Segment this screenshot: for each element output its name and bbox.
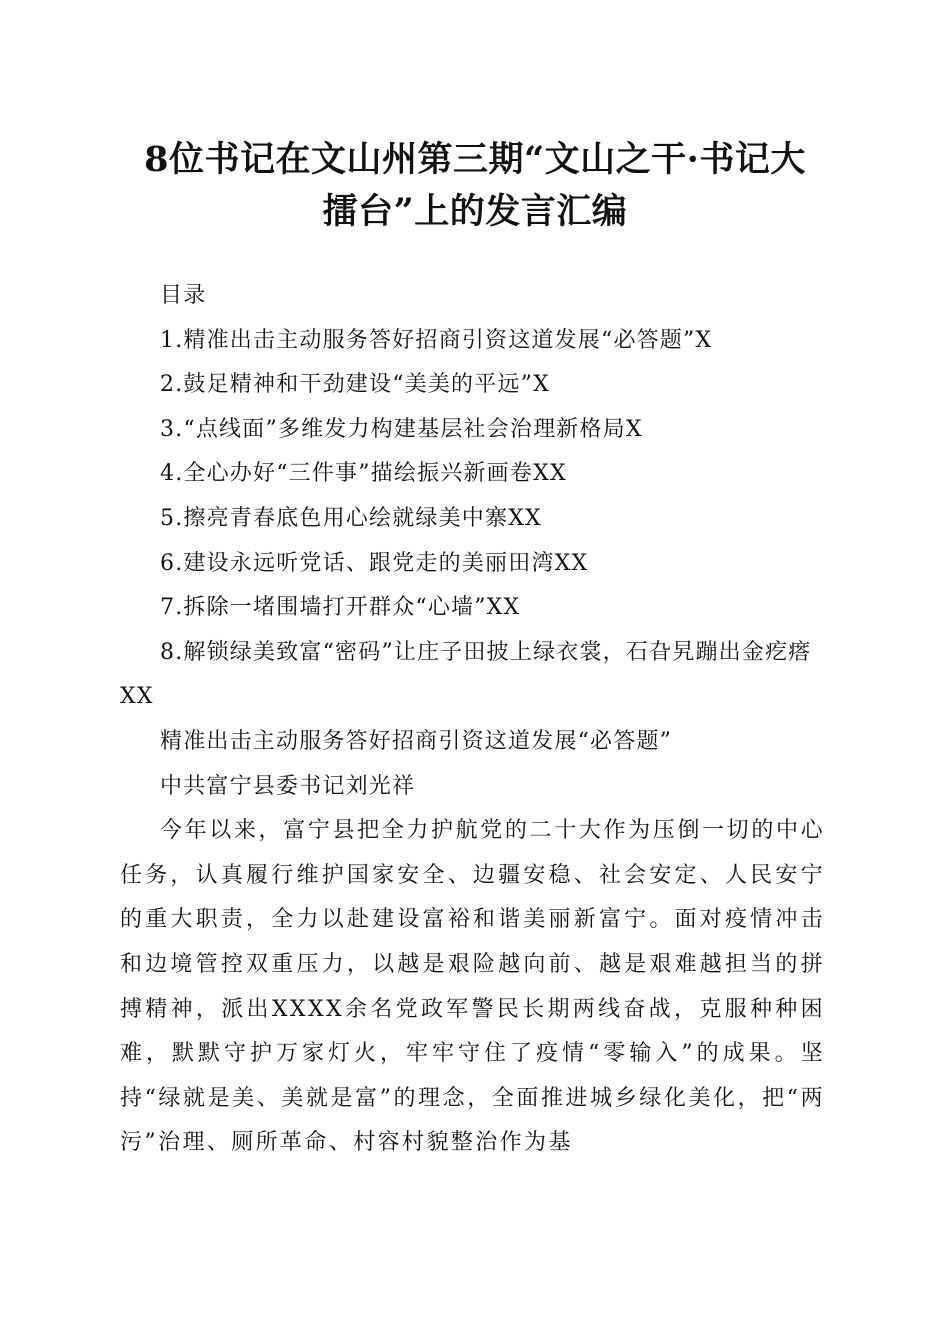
- toc-item-3: 3.“点线面”多维发力构建基层社会治理新格局X: [160, 416, 643, 442]
- toc-item-2: 2.鼓足精神和干劲建设“美美的平远”X: [160, 372, 550, 398]
- document-title: [100, 134, 850, 238]
- document-body: [120, 274, 825, 1166]
- toc-item-7: 7.拆除一堵围墙打开群众“心墙”XX: [160, 595, 521, 621]
- toc-item-5: 5.擦亮青春底色用心绘就绿美中寨XX: [160, 505, 542, 531]
- section-title: 精准出击主动服务答好招商引资这道发展“必答题”: [160, 728, 673, 754]
- toc-heading: 目录: [160, 283, 207, 308]
- toc-item-6: 6.建设永远听党话、跟党走的美丽田湾XX: [160, 550, 589, 576]
- section-author: 中共富宁县委书记刘光祥: [160, 773, 416, 799]
- toc-item-4: 4.全心办好“三件事”描绘振兴新画卷XX: [160, 461, 567, 487]
- body-paragraph: 今年以来，富宁县把全力护航党的二十大作为压倒一切的中心任务，认真履行维护国家安全、边疆安稳、社会安定、人民安宁的重大职责，全力以赴建设富裕和谐美丽新富宁。面对疫情冲击和边境管控双重压力，以越是艰险越向前、越是艰难越担当的拼搏精神，派出XXXX余名党政军警民长期两线奋战，克服种种困难，默默守护万家灯火，牢牢守住了疫情“零输入”的成果。坚持“绿就是美、美就是富”的理念，全面推进城乡绿化美化，把“两污”治理、厕所革命、村容村貌整治作为基: [120, 818, 825, 1156]
- toc-item-1: 1.精准出击主动服务答好招商引资这道发展“必答题”X: [160, 327, 713, 353]
- document-title-line-2: 擂台”上的发言汇编: [322, 191, 628, 232]
- toc-item-8: 8.解锁绿美致富“密码”让庄子田披上绿衣裳，石旮旯蹦出金疙瘩XX: [120, 639, 812, 710]
- document-title-line-1: 8位书记在文山州第三期“文山之干·书记大: [144, 139, 806, 180]
